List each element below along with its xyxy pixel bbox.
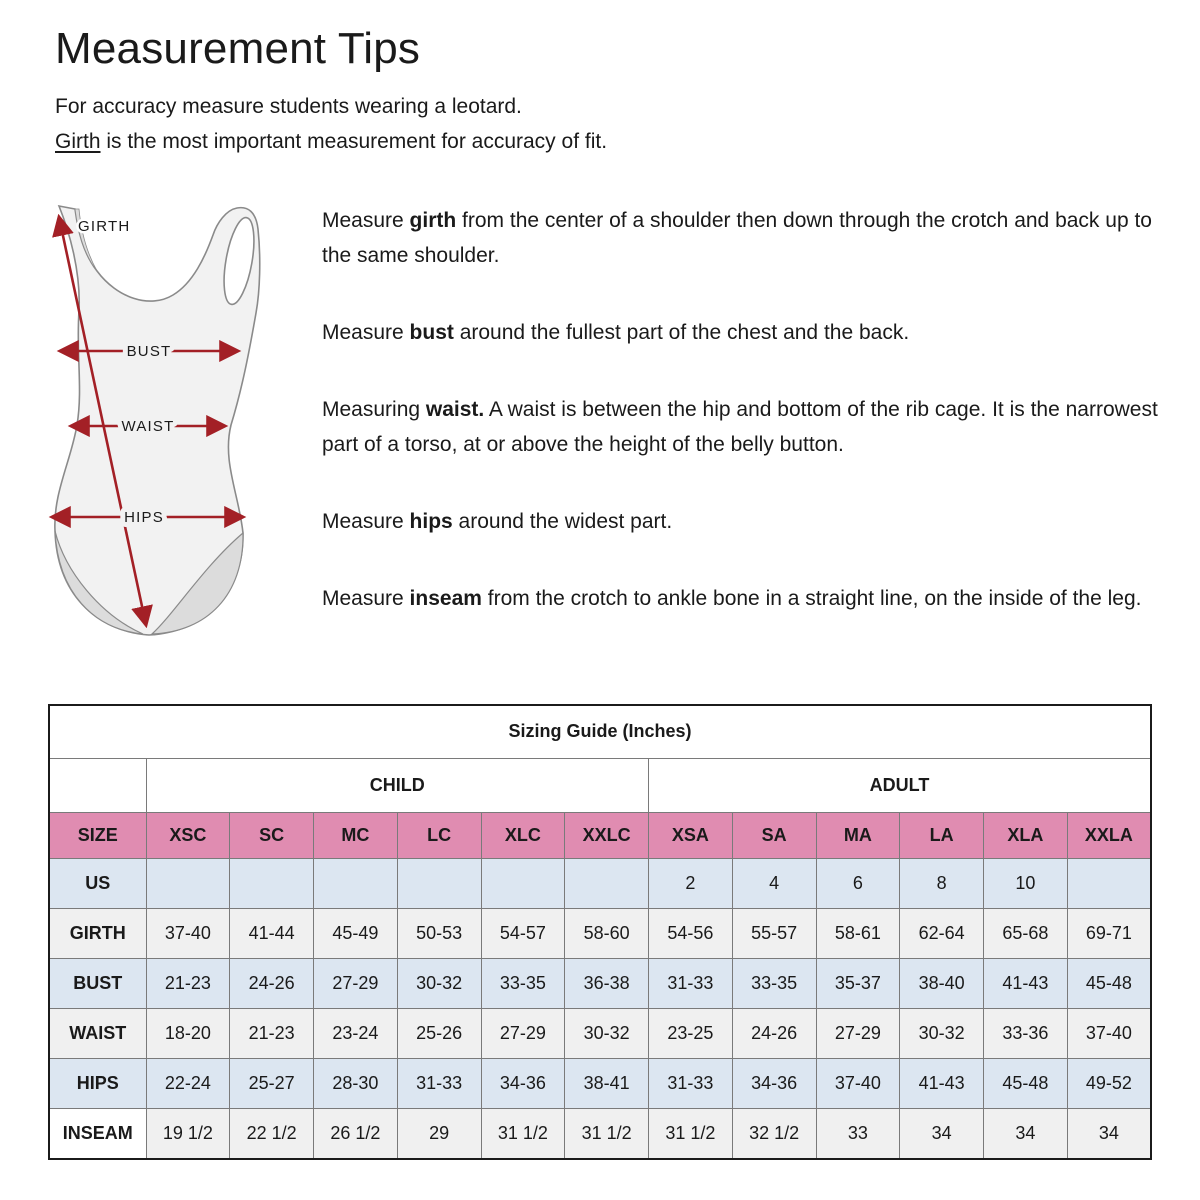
cell-us-xlc — [481, 859, 565, 909]
waist-label: WAIST — [121, 417, 175, 435]
cell-bust-sc: 24-26 — [230, 959, 314, 1009]
cell-hips-sc: 25-27 — [230, 1059, 314, 1109]
size-col-sa: SA — [732, 813, 816, 859]
group-header-child: CHILD — [146, 759, 649, 813]
tip-hips: Measure hips around the widest part. — [322, 509, 673, 533]
cell-waist-mc: 23-24 — [314, 1009, 398, 1059]
cell-inseam-la: 34 — [900, 1109, 984, 1159]
row-label-girth: GIRTH — [49, 909, 146, 959]
cell-us-ma: 6 — [816, 859, 900, 909]
cell-bust-sa: 33-35 — [732, 959, 816, 1009]
cell-us-sc — [230, 859, 314, 909]
cell-inseam-xsa: 31 1/2 — [649, 1109, 733, 1159]
leotard-diagram-svg — [45, 203, 265, 638]
size-col-xxla: XXLA — [1067, 813, 1151, 859]
content-row — [0, 203, 1200, 658]
cell-hips-xxla: 49-52 — [1067, 1059, 1151, 1109]
tip-inseam: Measure inseam from the crotch to ankle bone in a straight line, on the inside of the leg. — [322, 586, 1142, 610]
girth-underlined-word: Girth — [55, 129, 101, 153]
row-label-waist: WAIST — [49, 1009, 146, 1059]
page-title: Measurement Tips — [55, 24, 421, 73]
cell-girth-ma: 58-61 — [816, 909, 900, 959]
size-col-xsc: XSC — [146, 813, 230, 859]
cell-us-xxlc — [565, 859, 649, 909]
girth-label: GIRTH — [78, 217, 131, 235]
cell-inseam-xla: 34 — [984, 1109, 1068, 1159]
row-label-us: US — [49, 859, 146, 909]
cell-girth-sa: 55-57 — [732, 909, 816, 959]
cell-bust-ma: 35-37 — [816, 959, 900, 1009]
cell-hips-xxlc: 38-41 — [565, 1059, 649, 1109]
cell-girth-lc: 50-53 — [397, 909, 481, 959]
size-col-la: LA — [900, 813, 984, 859]
cell-us-mc — [314, 859, 398, 909]
cell-inseam-xxlc: 31 1/2 — [565, 1109, 649, 1159]
cell-bust-xlc: 33-35 — [481, 959, 565, 1009]
cell-girth-sc: 41-44 — [230, 909, 314, 959]
size-col-sc: SC — [230, 813, 314, 859]
cell-bust-xsa: 31-33 — [649, 959, 733, 1009]
cell-us-xxla — [1067, 859, 1151, 909]
size-col-xlc: XLC — [481, 813, 565, 859]
cell-inseam-xsc: 19 1/2 — [146, 1109, 230, 1159]
size-col-xsa: XSA — [649, 813, 733, 859]
cell-waist-lc: 25-26 — [397, 1009, 481, 1059]
cell-us-xsc — [146, 859, 230, 909]
cell-bust-xxla: 45-48 — [1067, 959, 1151, 1009]
cell-girth-xxla: 69-71 — [1067, 909, 1151, 959]
size-col-lc: LC — [397, 813, 481, 859]
bust-label: BUST — [126, 342, 172, 360]
cell-waist-xla: 33-36 — [984, 1009, 1068, 1059]
cell-waist-xsc: 18-20 — [146, 1009, 230, 1059]
cell-hips-xlc: 34-36 — [481, 1059, 565, 1109]
hips-label: HIPS — [124, 508, 164, 526]
cell-us-xla: 10 — [984, 859, 1068, 909]
cell-girth-xsc: 37-40 — [146, 909, 230, 959]
cell-girth-la: 62-64 — [900, 909, 984, 959]
size-col-mc: MC — [314, 813, 398, 859]
intro-line-2 — [55, 124, 1200, 159]
intro-text — [55, 89, 1200, 159]
row-label-inseam: INSEAM — [49, 1109, 146, 1159]
corner-cell — [49, 759, 146, 813]
group-header-adult: ADULT — [649, 759, 1152, 813]
cell-bust-xxlc: 36-38 — [565, 959, 649, 1009]
cell-bust-la: 38-40 — [900, 959, 984, 1009]
cell-waist-xlc: 27-29 — [481, 1009, 565, 1059]
cell-us-lc — [397, 859, 481, 909]
cell-bust-xla: 41-43 — [984, 959, 1068, 1009]
cell-waist-ma: 27-29 — [816, 1009, 900, 1059]
intro-line-2-rest: is the most important measurement for accuracy of fit. — [100, 129, 608, 153]
leotard-measurement-diagram — [45, 203, 265, 638]
cell-bust-xsc: 21-23 — [146, 959, 230, 1009]
row-label-bust: BUST — [49, 959, 146, 1009]
tip-bust: Measure bust around the fullest part of the chest and the back. — [322, 320, 910, 344]
cell-inseam-ma: 33 — [816, 1109, 900, 1159]
size-header-label: SIZE — [49, 813, 146, 859]
size-col-ma: MA — [816, 813, 900, 859]
cell-waist-xsa: 23-25 — [649, 1009, 733, 1059]
measurement-tips-list — [322, 203, 1167, 658]
intro-line-1: For accuracy measure students wearing a leotard. — [55, 94, 522, 118]
sizing-table — [48, 704, 1152, 1160]
cell-waist-la: 30-32 — [900, 1009, 984, 1059]
cell-us-xsa: 2 — [649, 859, 733, 909]
cell-girth-xla: 65-68 — [984, 909, 1068, 959]
cell-hips-xla: 45-48 — [984, 1059, 1068, 1109]
cell-hips-xsc: 22-24 — [146, 1059, 230, 1109]
cell-inseam-xlc: 31 1/2 — [481, 1109, 565, 1159]
cell-hips-ma: 37-40 — [816, 1059, 900, 1109]
size-col-xxlc: XXLC — [565, 813, 649, 859]
cell-girth-xsa: 54-56 — [649, 909, 733, 959]
cell-hips-lc: 31-33 — [397, 1059, 481, 1109]
cell-bust-mc: 27-29 — [314, 959, 398, 1009]
cell-hips-sa: 34-36 — [732, 1059, 816, 1109]
cell-inseam-sa: 32 1/2 — [732, 1109, 816, 1159]
tip-girth: Measure girth from the center of a shoulder then down through the crotch and back up to the same shoulder. — [322, 208, 1152, 267]
cell-inseam-xxla: 34 — [1067, 1109, 1151, 1159]
cell-hips-mc: 28-30 — [314, 1059, 398, 1109]
cell-us-la: 8 — [900, 859, 984, 909]
tip-waist: Measuring waist. A waist is between the hip and bottom of the rib cage. It is the narrowest part of a torso, at or above the height of the belly button. — [322, 397, 1158, 456]
cell-us-sa: 4 — [732, 859, 816, 909]
cell-inseam-sc: 22 1/2 — [230, 1109, 314, 1159]
cell-girth-mc: 45-49 — [314, 909, 398, 959]
cell-bust-lc: 30-32 — [397, 959, 481, 1009]
cell-waist-xxla: 37-40 — [1067, 1009, 1151, 1059]
size-col-xla: XLA — [984, 813, 1068, 859]
table-title: Sizing Guide (Inches) — [49, 705, 1151, 759]
cell-girth-xxlc: 58-60 — [565, 909, 649, 959]
cell-inseam-mc: 26 1/2 — [314, 1109, 398, 1159]
cell-hips-la: 41-43 — [900, 1059, 984, 1109]
cell-waist-xxlc: 30-32 — [565, 1009, 649, 1059]
cell-waist-sa: 24-26 — [732, 1009, 816, 1059]
cell-girth-xlc: 54-57 — [481, 909, 565, 959]
cell-waist-sc: 21-23 — [230, 1009, 314, 1059]
row-label-hips: HIPS — [49, 1059, 146, 1109]
cell-hips-xsa: 31-33 — [649, 1059, 733, 1109]
cell-inseam-lc: 29 — [397, 1109, 481, 1159]
